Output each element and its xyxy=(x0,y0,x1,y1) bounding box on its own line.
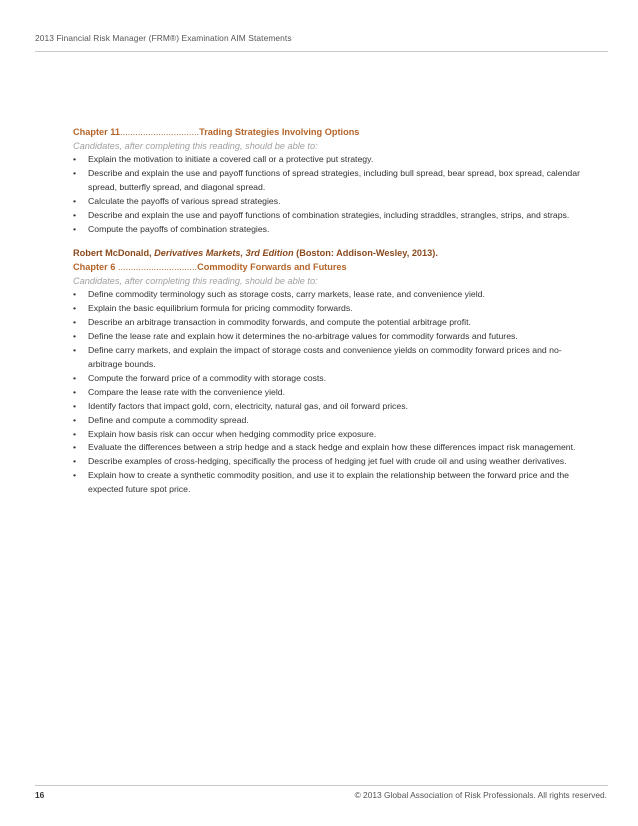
bullet-icon: • xyxy=(73,289,77,300)
aim-text: Describe examples of cross-hedging, specifically the process of hedging jet fuel with crude oil and using weather derivatives. xyxy=(88,456,567,467)
bullet-icon: • xyxy=(73,456,77,467)
book-reference xyxy=(73,246,593,260)
aim-content xyxy=(73,125,593,497)
aim-item xyxy=(73,344,593,372)
aim-item xyxy=(73,302,593,316)
aim-text: Define the lease rate and explain how it determines the no-arbitrage values for commodity forwards and futures. xyxy=(88,331,518,342)
chapter-heading xyxy=(73,260,593,274)
aim-text: Explain the basic equilibrium formula for pricing commodity forwards. xyxy=(88,303,353,314)
bullet-icon: • xyxy=(73,317,77,328)
candidates-intro: Candidates, after completing this reading, should be able to: xyxy=(73,141,318,151)
aim-item xyxy=(73,469,593,497)
chapter-title: Trading Strategies Involving Options xyxy=(199,127,360,137)
aim-item xyxy=(73,195,593,209)
bullet-icon: • xyxy=(73,223,77,234)
aim-text: Define commodity terminology such as storage costs, carry markets, lease rate, and convenience yield. xyxy=(88,289,485,300)
aim-item xyxy=(73,330,593,344)
chapter-leader-dots: ............................... xyxy=(119,127,200,137)
aim-item xyxy=(73,223,593,237)
chapter-6-section xyxy=(73,260,593,497)
bullet-icon: • xyxy=(73,428,77,439)
aim-text: Compute the forward price of a commodity with storage costs. xyxy=(88,372,327,383)
aim-text: Identify factors that impact gold, corn, electricity, natural gas, and oil forward prices. xyxy=(88,400,408,411)
aim-text: Describe an arbitrage transaction in commodity forwards, and compute the potential arbitrage profit. xyxy=(88,317,471,328)
page-header: 2013 Financial Risk Manager (FRM®) Examination AIM Statements xyxy=(35,33,292,43)
aim-item xyxy=(73,153,593,167)
bullet-icon: • xyxy=(73,154,77,164)
chapter-11-section xyxy=(73,125,593,236)
copyright-notice: © 2013 Global Association of Risk Professionals. All rights reserved. xyxy=(354,790,607,800)
aim-text: Define and compute a commodity spread. xyxy=(88,414,249,425)
aim-item xyxy=(73,441,593,455)
bullet-icon: • xyxy=(73,195,77,206)
page-number: 16 xyxy=(35,790,45,800)
aim-text: Calculate the payoffs of various spread strategies. xyxy=(88,195,281,206)
bullet-icon: • xyxy=(73,414,77,425)
bullet-icon: • xyxy=(73,400,77,411)
chapter-heading xyxy=(73,125,593,139)
bullet-icon: • xyxy=(73,209,77,220)
header-rule xyxy=(35,51,608,52)
aim-text: Explain how to create a synthetic commodity position, and use it to explain the relationship between the forward price and the expected future spot price. xyxy=(88,470,569,495)
bullet-icon: • xyxy=(73,345,77,356)
book-title: Derivatives Markets, 3rd Edition xyxy=(154,248,294,259)
aim-item xyxy=(73,167,593,195)
aim-item xyxy=(73,209,593,223)
aim-item xyxy=(73,386,593,400)
bullet-icon: • xyxy=(73,470,77,481)
aim-text: Compare the lease rate with the convenience yield. xyxy=(88,386,286,397)
aim-text: Evaluate the differences between a strip hedge and a stack hedge and explain how these differences impact risk management. xyxy=(88,442,576,453)
aim-list xyxy=(73,288,593,497)
aim-item xyxy=(73,372,593,386)
bullet-icon: • xyxy=(73,372,77,383)
aim-text: Define carry markets, and explain the impact of storage costs and convenience yields on commodity forward prices and no-arbitrage bounds. xyxy=(88,345,562,369)
bullet-icon: • xyxy=(73,442,77,453)
bullet-icon: • xyxy=(73,167,77,178)
chapter-number: Chapter 6 xyxy=(73,262,118,273)
aim-text: Compute the payoffs of combination strategies. xyxy=(88,223,270,234)
aim-item xyxy=(73,316,593,330)
aim-list xyxy=(73,153,593,236)
chapter-number: Chapter 11 xyxy=(73,127,120,137)
aim-item xyxy=(73,428,593,442)
aim-item xyxy=(73,455,593,469)
aim-text: Describe and explain the use and payoff functions of combination strategies, including straddles, strangles, strips, and straps. xyxy=(88,209,570,220)
book-author: Robert McDonald, xyxy=(73,248,155,259)
aim-item xyxy=(73,414,593,428)
bullet-icon: • xyxy=(73,331,77,342)
aim-item xyxy=(73,288,593,302)
aim-item xyxy=(73,400,593,414)
book-publisher: (Boston: Addison-Wesley, 2013). xyxy=(293,248,438,259)
bullet-icon: • xyxy=(73,386,77,397)
chapter-leader-dots: ............................... xyxy=(117,262,198,273)
candidates-intro: Candidates, after completing this reading, should be able to: xyxy=(73,276,318,287)
bullet-icon: • xyxy=(73,303,77,314)
aim-text: Explain the motivation to initiate a covered call or a protective put strategy. xyxy=(88,154,374,164)
aim-text: Describe and explain the use and payoff functions of spread strategies, including bull spread, bear spread, box spread, calendar spread, butterfly spread, and diagonal spread. xyxy=(88,167,580,192)
footer-rule xyxy=(35,785,608,786)
aim-text: Explain how basis risk can occur when hedging commodity price exposure. xyxy=(88,428,377,439)
chapter-title: Commodity Forwards and Futures xyxy=(197,262,347,273)
